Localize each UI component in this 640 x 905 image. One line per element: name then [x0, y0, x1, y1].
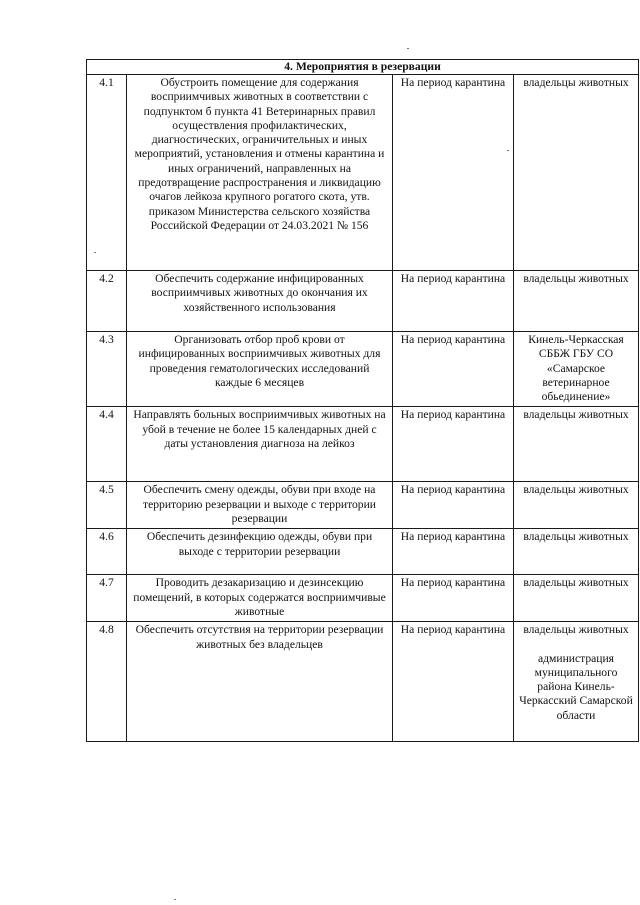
row-responsible: владельцы животных: [514, 75, 639, 271]
table-row: [87, 622, 639, 742]
row-responsible: владельцы животных: [514, 407, 639, 482]
row-action: Обеспечить отсутствия на территории резервации животных без владельцев: [127, 622, 393, 742]
table-row: [87, 271, 639, 332]
measures-table: [86, 59, 639, 742]
row-action: Обеспечить содержание инфицированных восприимчивых животных до окончания их хозяйственного использования: [127, 271, 393, 332]
section-title: 4. Мероприятия в резервации: [87, 60, 639, 75]
row-action: Обеспечить дезинфекцию одежды, обуви при выходе с территории резервации: [127, 529, 393, 575]
row-period: На период карантина: [393, 575, 514, 622]
row-responsible-cell: [514, 622, 639, 742]
cell-spacer: [517, 638, 635, 652]
section-header-row: [87, 60, 639, 75]
row-number: 4.7: [87, 575, 127, 622]
scan-speck: [174, 899, 176, 900]
row-action: Направлять больных восприимчивых животных на убой в течение не более 15 календарных дней с даты установления диагноза на лейкоз: [127, 407, 393, 482]
table-row: [87, 407, 639, 482]
row-period: На период карантина: [393, 622, 514, 742]
row-number: 4.4: [87, 407, 127, 482]
row-period: На период карантина: [393, 482, 514, 529]
row-number: 4.5: [87, 482, 127, 529]
row-period: На период карантина: [393, 332, 514, 407]
row-number: 4.3: [87, 332, 127, 407]
row-responsible: владельцы животных: [514, 482, 639, 529]
row-responsible: владельцы животных: [514, 529, 639, 575]
table-row: [87, 529, 639, 575]
row-number: 4.6: [87, 529, 127, 575]
table-row: [87, 482, 639, 529]
row-period: На период карантина: [393, 529, 514, 575]
row-responsible: владельцы животных: [523, 623, 629, 637]
row-responsible-extra: администрация муниципального района Кинель-Черкасский Самарской области: [519, 651, 633, 722]
row-period: На период карантина: [393, 75, 514, 271]
scan-speck: [507, 150, 509, 151]
scan-speck: [94, 252, 96, 253]
table-row: [87, 575, 639, 622]
row-action: Проводить дезакаризацию и дезинсекцию помещений, в которых содержатся восприимчивые животные: [127, 575, 393, 622]
row-action: Обеспечить смену одежды, обуви при входе на территорию резервации и выходе с территории резервации: [127, 482, 393, 529]
row-responsible: владельцы животных: [514, 575, 639, 622]
row-number: 4.8: [87, 622, 127, 742]
row-period: На период карантина: [393, 271, 514, 332]
row-number: 4.2: [87, 271, 127, 332]
table-row: [87, 332, 639, 407]
row-action: Организовать отбор проб крови от инфицированных восприимчивых животных для проведения гематологических исследований каждые 6 месяцев: [127, 332, 393, 407]
row-responsible: владельцы животных: [514, 271, 639, 332]
row-number: 4.1: [87, 75, 127, 271]
scan-speck: [407, 48, 409, 49]
row-period: На период карантина: [393, 407, 514, 482]
row-responsible: Кинель-Черкасская СББЖ ГБУ СО «Самарское ветеринарное обьединение»: [514, 332, 639, 407]
table-row: [87, 75, 639, 271]
row-action: Обустроить помещение для содержания восприимчивых животных в соответствии с подпунктом б пункта 41 Ветеринарных правил осуществления профилактических, диагностических, ограничительных и иных мероприятий, установления и отмены карантина и иных ограничений, направленных на предотвращение распространения и ликвидацию очагов лейкоза крупного рогатого скота, утв. приказом Министерства сельского хозяйства Российской Федерации от 24.03.2021 № 156: [127, 75, 393, 271]
